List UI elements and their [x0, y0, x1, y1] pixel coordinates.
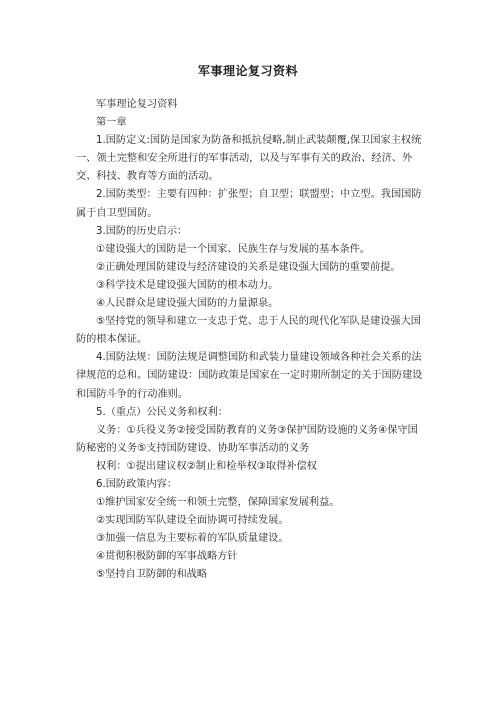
subtitle: 军事理论复习资料 [96, 99, 178, 110]
paragraph-policy-heading: 6.国防政策内容： [96, 478, 178, 490]
list-item: ③科学技术是建设强大国防的根本动力。 [96, 279, 279, 291]
list-item: ⑤坚持自卫防御的和战略 [96, 569, 208, 581]
list-item: ④人民群众是建设强大国防的力量源泉。 [96, 298, 279, 310]
document-title: 军事理论复习资料 [197, 64, 298, 78]
paragraph-defense-types: 2.国防类型：主要有四种：扩张型；自卫型；联盟型；中立型。我国国防属于自卫型国防。 [76, 189, 422, 219]
paragraph-rights: 权利：①提出建议权②制止和检举权③取得补偿权 [96, 460, 317, 472]
list-item: ①维护国家安全统一和领土完整，保障国家发展利益。 [96, 497, 340, 509]
list-item: ①建设强大的国防是一个国家、民族生存与发展的基本条件。 [96, 243, 371, 255]
chapter-heading: 第一章 [96, 117, 127, 129]
paragraph-duties: 义务：①兵役义务②接受国防教育的义务③保护国防设施的义务④保守国防秘密的义务⑤支持国防建设、协助军事活动的义务 [76, 424, 418, 454]
list-item: ④贯彻积极防御的军事战略方针 [96, 551, 238, 563]
list-item: ③加强一信息为主要标着的军队质量建设。 [96, 533, 289, 545]
list-item: ②正确处理国防建设与经济建设的关系是建设强大国防的重要前提。 [96, 261, 401, 273]
list-item: ②实现国防军队建设全面协调可持续发展。 [96, 515, 289, 527]
paragraph-defense-definition: 1.国防定义:国防是国家为防备和抵抗侵略,制止武装颠覆,保卫国家主权统一、领土完整和安全所进行的军事活动，以及与军事有关的政治、经济、外交、科技、教育等方面的活动。 [76, 135, 422, 183]
paragraph-defense-laws: 4.国防法规：国防法规是调整国防和武装力量建设领域各种社会关系的法律规范的总和。国防建设：国防政策是国家在一定时期所制定的关于国防建设和国防斗争的行动准则。 [76, 352, 423, 400]
paragraph-historical-lessons-heading: 3.国防的历史启示： [96, 225, 188, 237]
document-body [76, 96, 424, 585]
list-item: ⑤坚持党的领导和建立一支忠于党、忠于人民的现代化军队是建设强大国防的根本保证。 [76, 316, 421, 346]
paragraph-citizen-duties-heading: 5.（重点）公民义务和权利： [96, 406, 228, 418]
